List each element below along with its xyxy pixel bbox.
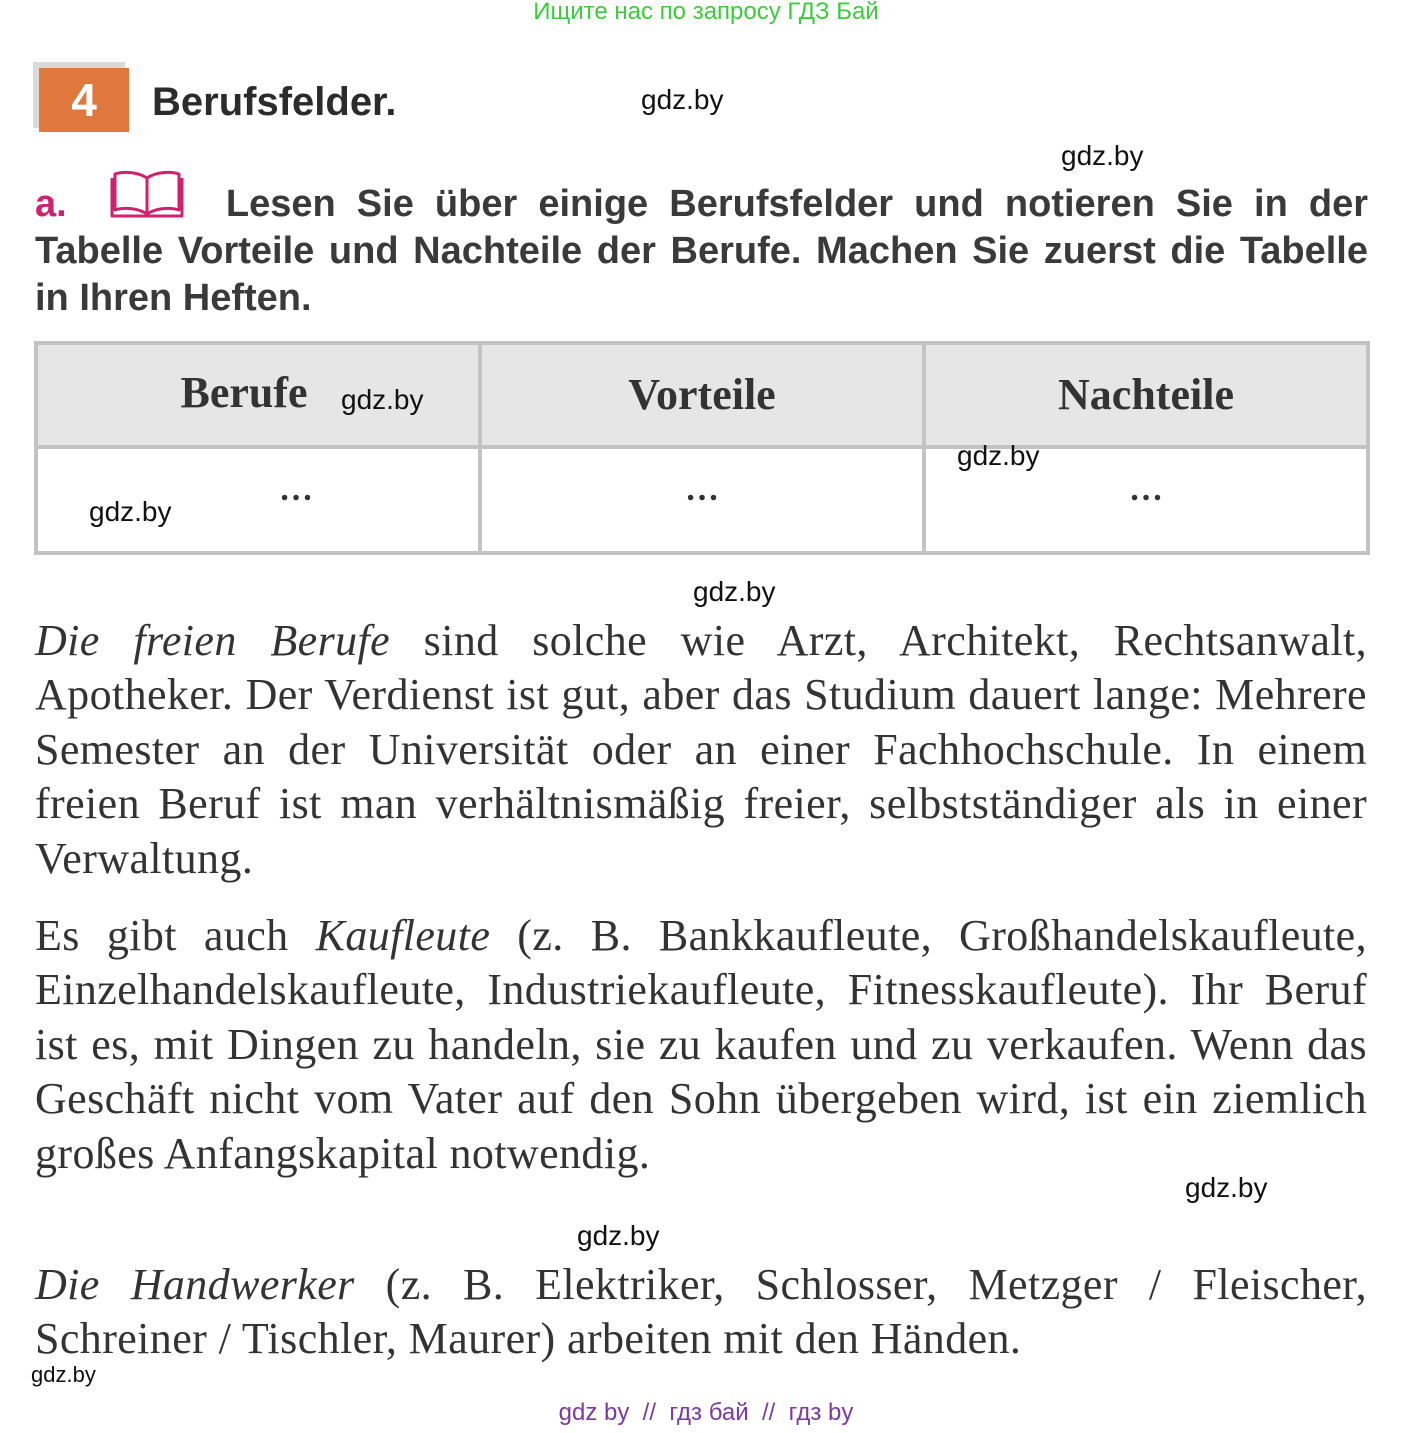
task-instruction [35, 168, 1368, 322]
watermark: gdz.by [641, 84, 724, 115]
task-text: Lesen Sie über einige Berufsfelder und notieren Sie in der Tabelle Vorteile und Nachteile der Berufe. Machen Sie zuerst die Tabelle in Ihren Heften. [35, 183, 1369, 319]
watermark: gdz.by [1061, 140, 1144, 171]
paragraph-lead: Die Handwerker [35, 1260, 355, 1309]
header-vorteile: Vorteile [628, 370, 776, 420]
watermark: gdz.by [693, 576, 776, 607]
ellipsis: … [685, 470, 719, 508]
header-nachteile: Nachteile [1058, 370, 1234, 420]
watermark: gdz.by [1185, 1172, 1268, 1203]
paragraph-text: (z. B. Bankkaufleute, Großhandelskaufleute, Einzelhandelskaufleute, Industriekaufleute, Fitnesskaufleute). Ihr Beruf ist es, mit Dingen zu handeln, sie zu kaufen und zu verkaufen. Wenn das Geschäft nicht vom Vater auf den Sohn übergeben wird, ist ein ziemlich großes Anfangskapital notwendig. [35, 911, 1367, 1178]
task-letter: a. [35, 183, 67, 225]
paragraph-kaufleute [35, 909, 1367, 1181]
watermark: gdz.by [957, 440, 1040, 471]
watermark: gdz.by [577, 1220, 660, 1251]
open-book-icon [110, 168, 185, 220]
paragraph-lead: Kaufleute [315, 911, 491, 960]
paragraph-lead: Die freien Berufe [35, 616, 391, 665]
top-banner: Ищите нас по запросу ГДЗ Бай [533, 0, 879, 25]
watermark: gdz.by [31, 1362, 96, 1387]
exercise-title: Berufsfelder. [152, 80, 397, 124]
header-berufe: Berufe [180, 368, 308, 418]
ellipsis: … [279, 470, 313, 508]
paragraph-handwerker [35, 1258, 1367, 1367]
exercise-number: 4 [39, 68, 129, 132]
table-header-cell [480, 343, 924, 447]
footer-links: gdz by // гдз бай // гдз by [558, 1399, 854, 1426]
watermark: gdz.by [341, 384, 424, 415]
table-header-cell [924, 343, 1368, 447]
table-cell [480, 447, 924, 553]
pros-cons-table [34, 341, 1370, 555]
watermark: gdz.by [89, 496, 172, 527]
paragraph-intro: Es gibt auch [35, 911, 316, 960]
paragraph-text: (z. B. Elektriker, Schlosser, Metzger / Fleischer, Schreiner / Tischler, Maurer) arbeiten mit den Händen. [35, 1260, 1367, 1364]
paragraph-text: sind solche wie Arzt, Architekt, Rechtsanwalt, Apotheker. Der Verdienst ist gut, aber das Studium dauert lange: Mehrere Semester an der Universität oder an einer Fachhochschule. In einem freien Beruf ist man verhältnismäßig freier, selbstständiger als in einer Verwaltung. [35, 616, 1367, 883]
paragraph-freie-berufe [35, 614, 1367, 886]
ellipsis: … [1129, 470, 1163, 508]
